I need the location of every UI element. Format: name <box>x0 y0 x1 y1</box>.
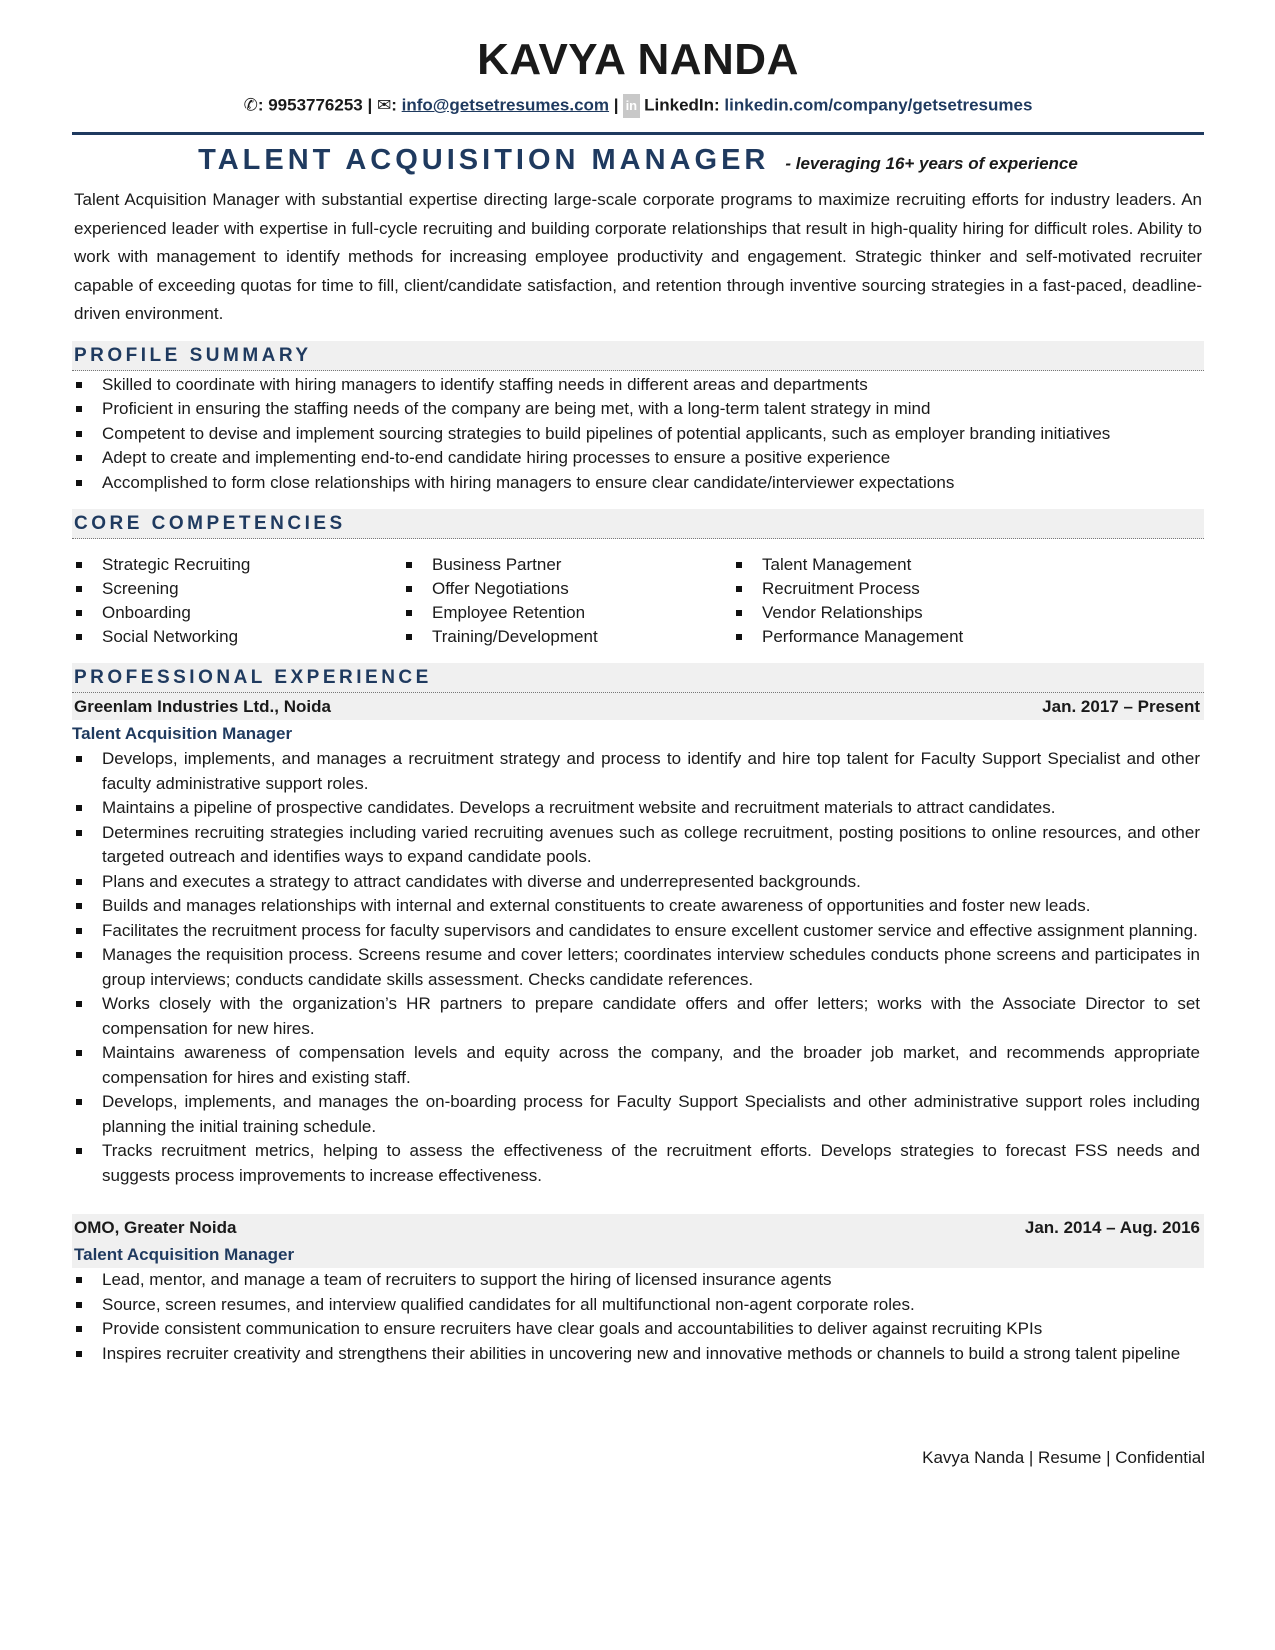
list-item: Inspires recruiter creativity and strengthens their abilities in uncovering new and innovative methods or channels to build a strong talent pipeline <box>72 1342 1204 1367</box>
headline <box>72 145 1204 180</box>
list-item: Develops, implements, and manages a recruitment strategy and process to identify and hire top talent for Faculty Support Specialist and other faculty administrative support roles. <box>72 747 1204 796</box>
list-item: Onboarding <box>72 601 402 625</box>
list-item: Training/Development <box>402 625 732 649</box>
list-item: Accomplished to form close relationships with hiring managers to ensure clear candidate/interviewer expectations <box>72 471 1204 496</box>
separator: | <box>613 95 619 115</box>
list-item: Proficient in ensuring the staffing needs of the company are being met, with a long-term talent strategy in mind <box>72 397 1204 422</box>
headline-tagline: - leveraging 16+ years of experience <box>785 154 1078 173</box>
list-item: Social Networking <box>72 625 402 649</box>
linkedin-label: LinkedIn: <box>644 95 720 115</box>
job-header <box>72 1214 1204 1268</box>
separator: | <box>367 95 373 115</box>
list-item: Maintains a pipeline of prospective candidates. Develops a recruitment website and recruitment materials to attract candidates. <box>72 796 1204 821</box>
profile-summary-list <box>72 373 1204 496</box>
list-item: Builds and manages relationships with internal and external constituents to create awareness of opportunities and foster new leads. <box>72 894 1204 919</box>
list-item: Skilled to coordinate with hiring managers to identify staffing needs in different areas and departments <box>72 373 1204 398</box>
page-footer: Kavya Nanda | Resume | Confidential <box>922 1448 1205 1467</box>
job-responsibilities <box>72 1268 1204 1366</box>
competencies-grid <box>72 553 1204 649</box>
list-item: Recruitment Process <box>732 577 1112 601</box>
job-title: Talent Acquisition Manager <box>74 1245 295 1264</box>
list-item: Offer Negotiations <box>402 577 732 601</box>
list-item: Maintains awareness of compensation levels and equity across the company, and the broader job market, and recommends appropriate compensation for hires and existing staff. <box>72 1041 1204 1090</box>
list-item: Adept to create and implementing end-to-end candidate hiring processes to ensure a positive experience <box>72 446 1204 471</box>
phone: ✆: 9953776253 <box>243 95 363 115</box>
company-name: Greenlam Industries Ltd., Noida <box>74 697 331 716</box>
resume-page <box>72 0 1204 1366</box>
job-title: Talent Acquisition Manager <box>72 724 293 743</box>
list-item: Tracks recruitment metrics, helping to assess the effectiveness of the recruitment efforts. Develops strategies to forecast FSS needs and suggests process improvements to increase effectiveness. <box>72 1139 1204 1188</box>
list-item: Screening <box>72 577 402 601</box>
job-dates: Jan. 2017 – Present <box>1042 697 1200 716</box>
section-heading-core-competencies: CORE COMPETENCIES <box>72 509 1204 539</box>
list-item: Plans and executes a strategy to attract candidates with diverse and underrepresented backgrounds. <box>72 870 1204 895</box>
list-item: Vendor Relationships <box>732 601 1112 625</box>
list-item: Competent to devise and implement sourcing strategies to build pipelines of potential applicants, such as employer branding initiatives <box>72 422 1204 447</box>
job-responsibilities <box>72 747 1204 1188</box>
candidate-name: KAVYA NANDA <box>477 35 799 84</box>
email-link[interactable]: info@getsetresumes.com <box>401 95 610 115</box>
linkedin-link[interactable]: linkedin.com/company/getsetresumes <box>724 95 1033 115</box>
intro-paragraph: Talent Acquisition Manager with substantial expertise directing large-scale corporate programs to maximize recruiting efforts for industry leaders. An experienced leader with expertise in full-cycle recruiting and building corporate relationships that result in high-quality hiring for difficult roles. Ability to work with management to identify methods for increasing employee productivity and engagement. Strategic thinker and self-motivated recruiter capable of exceeding quotas for time to fill, client/candidate satisfaction, and retention through inventive sourcing strategies in a fast-paced, deadline-driven environment. <box>74 190 1202 323</box>
job-header <box>72 693 1204 720</box>
job-dates: Jan. 2014 – Aug. 2016 <box>1024 1218 1200 1237</box>
list-item: Business Partner <box>402 553 732 577</box>
header-divider <box>72 132 1204 135</box>
list-item: Manages the requisition process. Screens resume and cover letters; coordinates interview schedules conducts phone screens and participates in group interviews; conducts candidate skills assessment. Checks candidate references. <box>72 943 1204 992</box>
competencies-column-2 <box>402 553 732 649</box>
list-item: Talent Management <box>732 553 1112 577</box>
competencies-column-1 <box>72 553 402 649</box>
contact-line <box>72 94 1204 118</box>
competencies-column-3 <box>732 553 1112 649</box>
email-icon: ✉: <box>377 95 397 115</box>
list-item: Source, screen resumes, and interview qualified candidates for all multifunctional non-agent corporate roles. <box>72 1293 1204 1318</box>
list-item: Develops, implements, and manages the on-boarding process for Faculty Support Specialists and other administrative support roles including planning the initial training schedule. <box>72 1090 1204 1139</box>
linkedin-icon: in <box>623 94 641 118</box>
list-item: Facilitates the recruitment process for faculty supervisors and candidates to ensure excellent customer service and effective assignment planning. <box>72 919 1204 944</box>
list-item: Employee Retention <box>402 601 732 625</box>
company-name: OMO, Greater Noida <box>74 1218 237 1237</box>
section-heading-profile-summary: PROFILE SUMMARY <box>72 341 1204 371</box>
list-item: Performance Management <box>732 625 1112 649</box>
list-item: Determines recruiting strategies including varied recruiting avenues such as college recruitment, posting positions to online resources, and other targeted outreach and identifies ways to expand candidate pools. <box>72 821 1204 870</box>
list-item: Lead, mentor, and manage a team of recruiters to support the hiring of licensed insurance agents <box>72 1268 1204 1293</box>
list-item: Works closely with the organization’s HR partners to prepare candidate offers and offer letters; works with the Associate Director to set compensation for new hires. <box>72 992 1204 1041</box>
headline-role: TALENT ACQUISITION MANAGER <box>198 144 770 176</box>
list-item: Provide consistent communication to ensure recruiters have clear goals and accountabilities to deliver against recruiting KPIs <box>72 1317 1204 1342</box>
section-heading-professional-experience: PROFESSIONAL EXPERIENCE <box>72 663 1204 693</box>
list-item: Strategic Recruiting <box>72 553 402 577</box>
